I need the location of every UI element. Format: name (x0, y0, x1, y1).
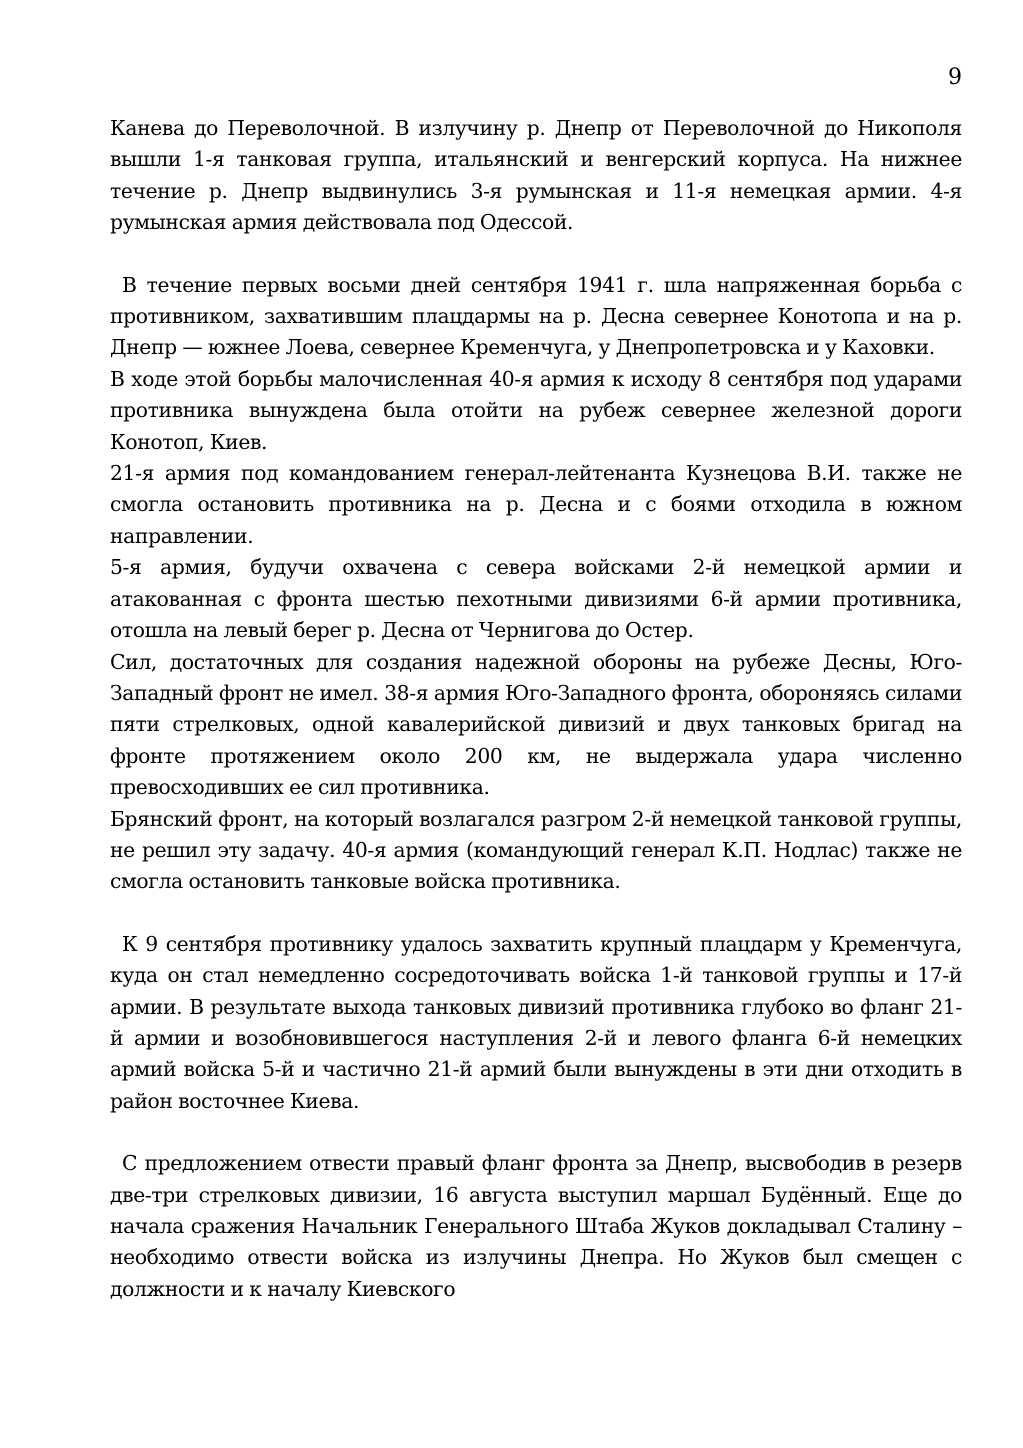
page-number: 9 (948, 65, 962, 90)
paragraph: В течение первых восьми дней сентября 1941 г. шла напряженная борьба с противником, захватившим плацдармы на р. Десна севернее Конотопа и на р. Днепр — южнее Лоева, севернее Кременчуга, у Днепропетровска и у Каховки. (110, 272, 962, 360)
paragraph: Канева до Переволочной. В излучину р. Днепр от Переволочной до Никополя вышли 1-я танковая группа, итальянский и венгерский корпуса. На нижнее течение р. Днепр выдвинулись 3-я румынская и 11-я немецкая армии. 4-я румынская армия действовала под Одессой. (110, 116, 962, 235)
paragraph: К 9 сентября противнику удалось захватить крупный плацдарм у Кременчуга, куда он стал немедленно сосредоточивать войска 1-й танковой группы и 17-й армии. В результате выхода танковых дивизий противника глубоко во фланг 21-й армии и возобновившегося наступления 2-й и левого фланга 6-й немецких армий войска 5-й и частично 21-й армий были вынуждены в эти дни отходить в район восточнее Киева. (110, 931, 962, 1113)
paragraph: В ходе этой борьбы малочисленная 40-я армия к исходу 8 сентября под ударами противника вынуждена была отойти на рубеж севернее железной дороги Конотоп, Киев. (110, 366, 962, 454)
paragraph: 21-я армия под командованием генерал-лейтенанта Кузнецова В.И. также не смогла остановить противника на р. Десна и с боями отходила в южном направлении. (110, 461, 962, 548)
document-body (110, 113, 962, 1305)
paragraph: Брянский фронт, на который возлагался разгром 2-й немецкой танковой группы, не решил эту задачу. 40-я армия (командующий генерал К.П. Нодлас) также не смогла остановить танковые войска противника. (110, 806, 962, 894)
paragraph: С предложением отвести правый фланг фронта за Днепр, высвободив в резерв две-три стрелковых дивизии, 16 августа выступил маршал Будённый. Еще до начала сражения Начальник Генерального Штаба Жуков докладывал Сталину – необходимо отвести войска из излучины Днепра. Но Жуков был смещен с должности и к началу Киевского (110, 1151, 962, 1301)
paragraph: Сил, достаточных для создания надежной обороны на рубеже Десны, Юго-Западный фронт не имел. 38-я армия Юго-Западного фронта, обороняясь силами пяти стрелковых, одной кавалерийской дивизий и двух танковых бригад на фронте протяжением около 200 км, не выдержала удара численно превосходивших ее сил противника. (110, 649, 962, 800)
paragraph: 5-я армия, будучи охвачена с севера войсками 2-й немецкой армии и атакованная с фронта шестью пехотными дивизиями 6-й армии противника, отошла на левый берег р. Десна от Чернигова до Остер. (110, 555, 962, 643)
